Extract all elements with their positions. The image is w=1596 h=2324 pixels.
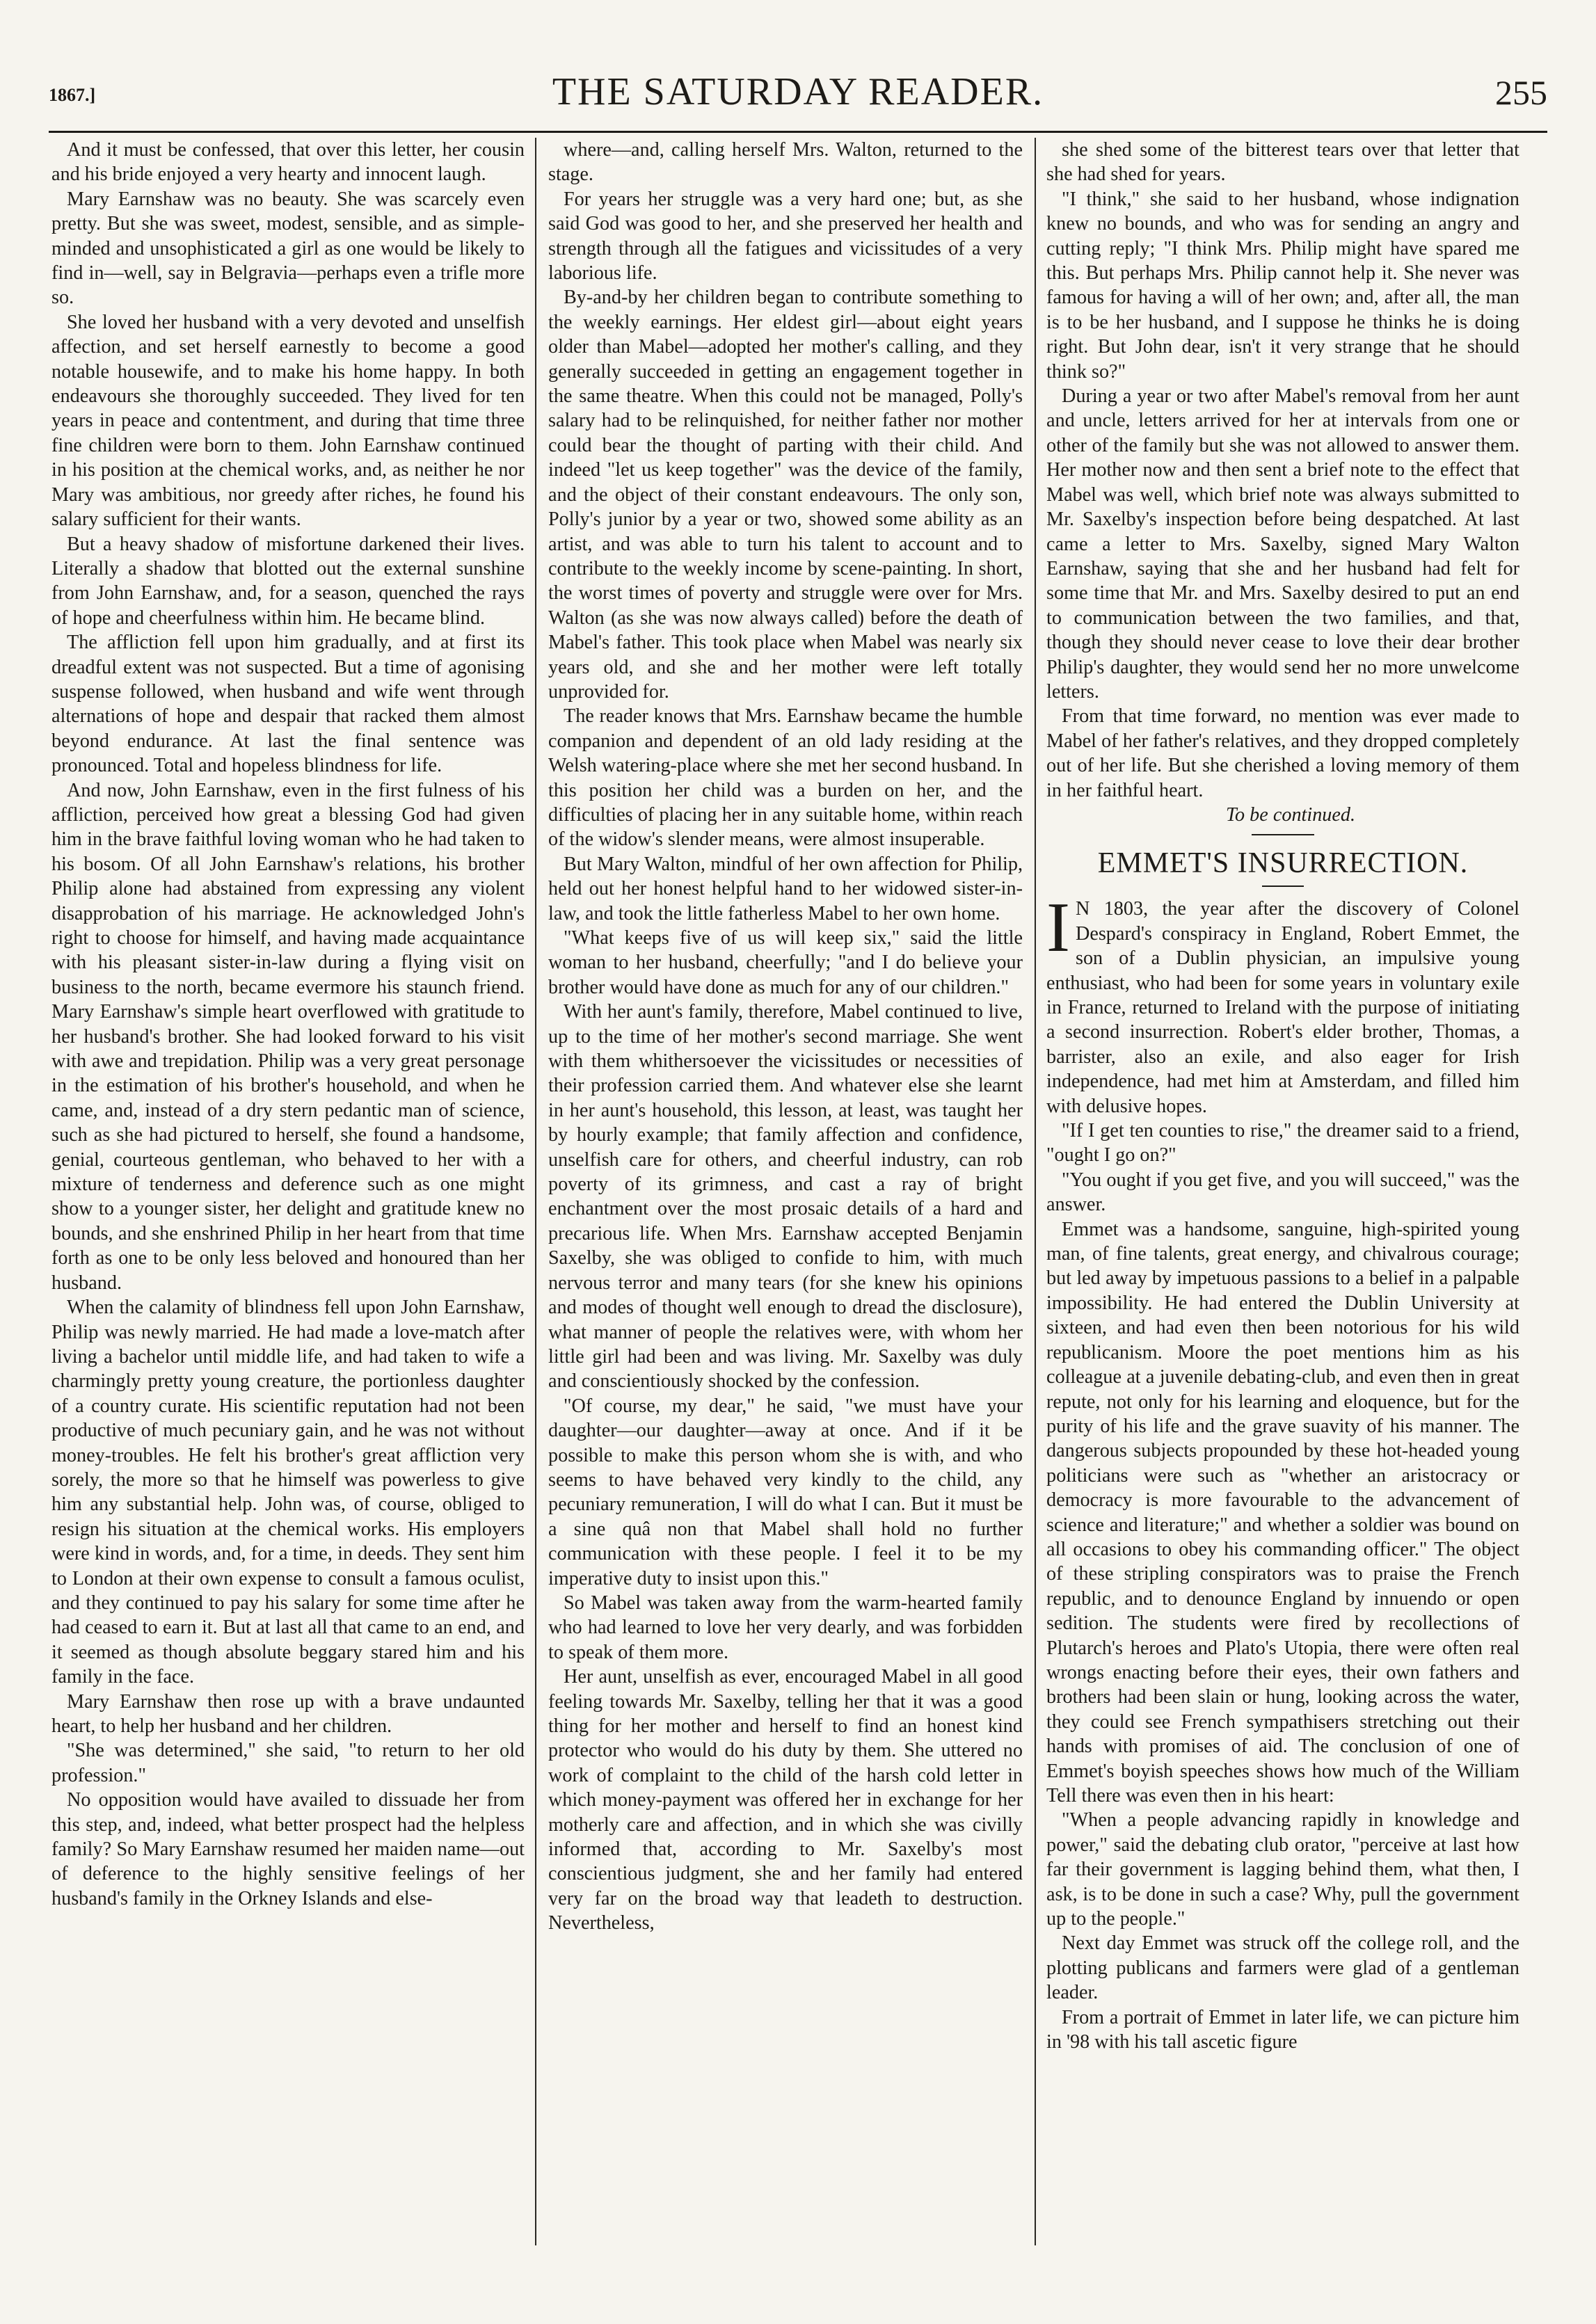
paragraph: From that time forward, no mention was ever made to Mabel of her father's relatives, and they dropped completely out of her life. But she cherished a loving memory of them in her faithful heart. [1046,705,1519,801]
paragraph: Mary Earnshaw was no beauty. She was scarcely even pretty. But she was sweet, modest, sensible, and as simple-minded and unsophisticated a girl as one would be likely to find in—well, say in Belgravia—perhaps even a trifle more so. [51,188,525,309]
paragraph: "If I get ten counties to rise," the dreamer said to a friend, "ought I go on?" [1046,1120,1519,1167]
paragraph: Mary Earnshaw then rose up with a brave undaunted heart, to help her husband and her children. [51,1690,525,1737]
column-1 [51,138,525,2245]
page-number: 255 [1495,73,1547,112]
paragraph: But a heavy shadow of misfortune darkened their lives. Literally a shadow that blotted out the external sunshine from John Earnshaw, and, for a season, quenched the rays of hope and cheerfulness within him. He became blind. [51,533,525,629]
publication-title: THE SATURDAY READER. [552,70,1044,113]
paragraph: Emmet was a handsome, sanguine, high-spirited young man, of fine talents, great energy, and chivalrous courage; but led away by impetuous passions to a belief in a palpable impossibility. He had entered the Dublin University at sixteen, and had even then been notorious for his wild republicanism. Moore the poet mentions him as his colleague at a juvenile debating-club, and even then in great repute, not only for his learning and eloquence, but for the purity of his life and the grave suavity of his manner. The dangerous subjects propounded by these hot-headed young politicians were such as "whether an aristocracy or democracy is more favourable to the advancement of science and literature;" and whether a soldier was bound on all occasions to obey his commanding officer." The object of these stripling conspirators was to praise the French republic, and to denounce England by innuendo or open sedition. The students were fired by recollections of Plutarch's heroes and Plato's Utopia, there were often real wrongs enacting before their eyes, their own fathers and brothers had been slain or hung, looking across the water, they could see French sympathisers stretching out their hands with promises of aid. The conclusion of one of Emmet's boyish speeches shows how much of the William Tell there was even then in his heart: [1046,1218,1519,1806]
paragraph: During a year or two after Mabel's removal from her aunt and uncle, letters arrived for her at intervals from one or other of the family but she was not allowed to answer them. Her mother now and then sent a brief note to the effect that Mabel was well, which brief note was always submitted to Mr. Saxelby's inspection before being despatched. At last came a letter to Mrs. Saxelby, signed Mary Walton Earnshaw, saying that she and her husband had felt for some time that Mr. and Mrs. Saxelby desired to put an end to communication between the two families, and that, though they should never cease to love their dear brother Philip's daughter, they would send her no more unwelcome letters. [1046,385,1519,703]
paragraph: And now, John Earnshaw, even in the first fulness of his affliction, perceived how great a blessing God had given him in the brave faithful loving woman who he had taken to his bosom. Of all John Earnshaw's relations, his brother Philip alone had abstained from expressing any violent disapprobation of his marriage. He acknowledged John's right to choose for himself, and having made acquaintance with his pleasant sister-in-law during a flying visit on business to the north, became evermore his staunch friend. Mary Earnshaw's simple heart overflowed with gratitude to her husband's brother. She had looked forward to his visit with awe and trepidation. Philip was a very great personage in the estimation of his brother's household, and when he came, and, instead of a dry stern pedantic man of science, such as she had pictured to herself, she found a handsome, genial, courteous gentleman, who behaved to her with a mixture of tenderness and deference such as one might show to a younger sister, her delight and gratitude knew no bounds, and she enshrined Philip in her heart from that time forth as one to be only less beloved and honoured than her husband. [51,779,525,1294]
paragraph: she shed some of the bitterest tears over that letter that she had shed for years. [1046,139,1519,186]
paragraph: She loved her husband with a very devoted and unselfish affection, and set herself earnestly to become a good notable housewife, and to make his home happy. In both endeavours she thoroughly succeeded. They lived for ten years in peace and contentment, and during that time three fine children were born to them. John Earnshaw continued in his position at the chemical works, and, as neither he nor Mary was ambitious, nor greedy after riches, he found his salary sufficient for their wants. [51,311,525,531]
paragraph: Next day Emmet was struck off the college roll, and the plotting publicans and farmers were glad of a gentleman leader. [1046,1932,1519,2004]
article-heading: EMMET'S INSURRECTION. [1097,847,1469,880]
paragraph: No opposition would have availed to dissuade her from this step, and, indeed, what better prospect had the helpless family? So Mary Earnshaw resumed her maiden name—out of deference to the highly sensitive feelings of her husband's family in the Orkney Islands and else- [51,1789,525,1909]
paragraph: "Of course, my dear," he said, "we must have your daughter—our daughter—away at once. And if it be possible to make this person whom she is with, and who seems to have behaved very kindly to the child, any pecuniary remuneration, I will do what I can. But it must be a sine quâ non that Mabel shall hold no further communication with these people. I feel it to be my imperative duty to insist upon this." [548,1395,1023,1589]
paragraph: "What keeps five of us will keep six," said the little woman to her husband, cheerfully; "and I do believe your brother would have done as much for any of our children." [548,927,1023,998]
article-first-paragraph [1046,888,1519,1119]
paragraph-text: N 1803, the year after the discovery of Colonel Despard's conspiracy in England, Robert Emmet, the son of a Dublin physician, an impulsive young enthusiast, who had been for some years in voluntary exile in France, returned to Ireland with the purpose of initiating a second insurrection. Robert's elder brother, Thomas, a barrister, also an exile, and also eager for Irish independence, had met him at Amsterdam, and filled him with delusive hopes. [1046,898,1519,1117]
paragraph: But Mary Walton, mindful of her own affection for Philip, held out her honest helpful hand to her widowed sister-in-law, and took the little fatherless Mabel to her own home. [548,853,1023,924]
paragraph: "When a people advancing rapidly in knowledge and power," said the debating club orator, "perceive at last how far their government is lagging behind them, what then, I ask, is to be done in such a case? Why, pull the government up to the people." [1046,1809,1519,1930]
paragraph: Her aunt, unselfish as ever, encouraged Mabel in all good feeling towards Mr. Saxelby, telling her that it was a good thing for her mother and herself to find an honest kind protector who would do his duty by them. She uttered no work of complaint to the child of the harsh cold letter in which money-payment was offered her in exchange for her motherly care and affection, and in which she was civilly informed that, according to Mr. Saxelby's most conscientious judgment, she and her family had entered very far on the broad way that leadeth to destruction. Nevertheless, [548,1666,1023,1934]
header-rule [49,131,1547,133]
paragraph: The reader knows that Mrs. Earnshaw became the humble companion and dependent of an old lady residing at the Welsh watering-place where she met her second husband. In this position her child was a burden on her, and the difficulties of placing her in any suitable home, within reach of the widow's slender means, were almost insuperable. [548,705,1023,851]
paragraph: "You ought if you get five, and you will succeed," was the answer. [1046,1169,1519,1216]
paragraph: And it must be confessed, that over this letter, her cousin and his bride enjoyed a very hearty and innocent laugh. [51,139,525,186]
section-rule [1252,834,1314,835]
paragraph: The affliction fell upon him gradually, and at first its dreadful extent was not suspected. But a time of agonising suspense followed, when husband and wife went through alternations of hope and despair that racked them almost beyond endurance. At last the final sentence was pronounced. Total and hopeless blindness for life. [51,632,525,777]
paragraph: "I think," she said to her husband, whose indignation knew no bounds, and who was for sending an angry and cutting reply; "I think Mrs. Philip might have spared me this. But perhaps Mrs. Philip cannot help it. She never was famous for having a will of her own; and, after all, the man is to be her husband, and I suppose he thinks he is doing right. But John dear, isn't it very strange that he should think so?" [1046,188,1519,383]
paragraph: From a portrait of Emmet in later life, we can picture him in '98 with his tall ascetic figure [1046,2006,1519,2053]
heading-rule [1262,885,1304,887]
paragraph: So Mabel was taken away from the warm-hearted family who had learned to love her very dearly, and was forbidden to speak of them more. [548,1592,1023,1663]
to-be-continued: To be continued. [1225,803,1356,826]
column-2 [548,138,1023,2245]
paragraph: When the calamity of blindness fell upon John Earnshaw, Philip was newly married. He had made a love-match after living a bachelor until middle life, and had taken to wife a charmingly pretty young creature, the portionless daughter of a country curate. His scientific reputation had not been productive of much pecuniary gain, and he was not without money-troubles. He felt his brother's great affliction very sorely, the more so that he himself was powerless to give him any substantial help. John was, of course, obliged to resign his situation at the chemical works. His employers were kind in words, and, for a time, in deeds. They sent him to London at their own expense to consult a famous oculist, and they continued to pay his salary for some time after he had ceased to earn it. But at last all that came to an end, and it seemed as though absolute beggary stared him and his family in the face. [51,1297,525,1688]
drop-cap: I [1046,888,1070,968]
issue-date: 1867.] [49,85,96,105]
paragraph: With her aunt's family, therefore, Mabel continued to live, up to the time of her mother's second marriage. She went with them whithersoever the vicissitudes or necessities of their profession carried them. And whatever else she learnt in her aunt's household, this lesson, at least, was taught her by hourly example; that family affection and confidence, unselfish care for others, and cheerful industry, can rob poverty of its grimness, and cast a ray of bright enchantment over the most prosaic details of a hard and precarious life. When Mrs. Earnshaw accepted Benjamin Saxelby, she was obliged to confide to him, with much nervous terror and many tears (for she knew his opinions and modes of thought well enough to dread the disclosure), what manner of people the relatives were, with whom her little girl had been and was living. Mr. Saxelby was duly and conscientiously shocked by the confession. [548,1001,1023,1393]
page-margin [49,2254,1547,2295]
column-divider [535,138,536,2245]
masthead [49,70,1547,128]
paragraph: For years her struggle was a very hard one; but, as she said God was good to her, and she preserved her health and strength through all the fatigues and vicissitudes of a very laborious life. [548,188,1023,285]
column-divider [1035,138,1036,2245]
paragraph: "She was determined," she said, "to return to her old profession." [51,1740,525,1786]
paragraph: By-and-by her children began to contribute something to the weekly earnings. Her eldest girl—about eight years older than Mabel—adopted her mother's calling, and they generally succeeded in getting an engagement together in the same theatre. When this could not be managed, Polly's salary had to be relinquished, for neither father nor mother could bear the thought of parting with their child. And indeed "let us keep together" was the device of the family, and the object of their constant endeavours. The only son, Polly's junior by a year or two, showed some ability as an artist, and was able to turn his talent to account and to contribute to the weekly income by scene-painting. In short, the worst times of poverty and struggle were over for Mrs. Walton (as she was now always called) before the death of Mabel's father. This took place when Mabel was nearly six years old, and she and her mother were left totally unprovided for. [548,287,1023,703]
paragraph: where—and, calling herself Mrs. Walton, returned to the stage. [548,139,1023,186]
column-3 [1046,138,1519,2245]
